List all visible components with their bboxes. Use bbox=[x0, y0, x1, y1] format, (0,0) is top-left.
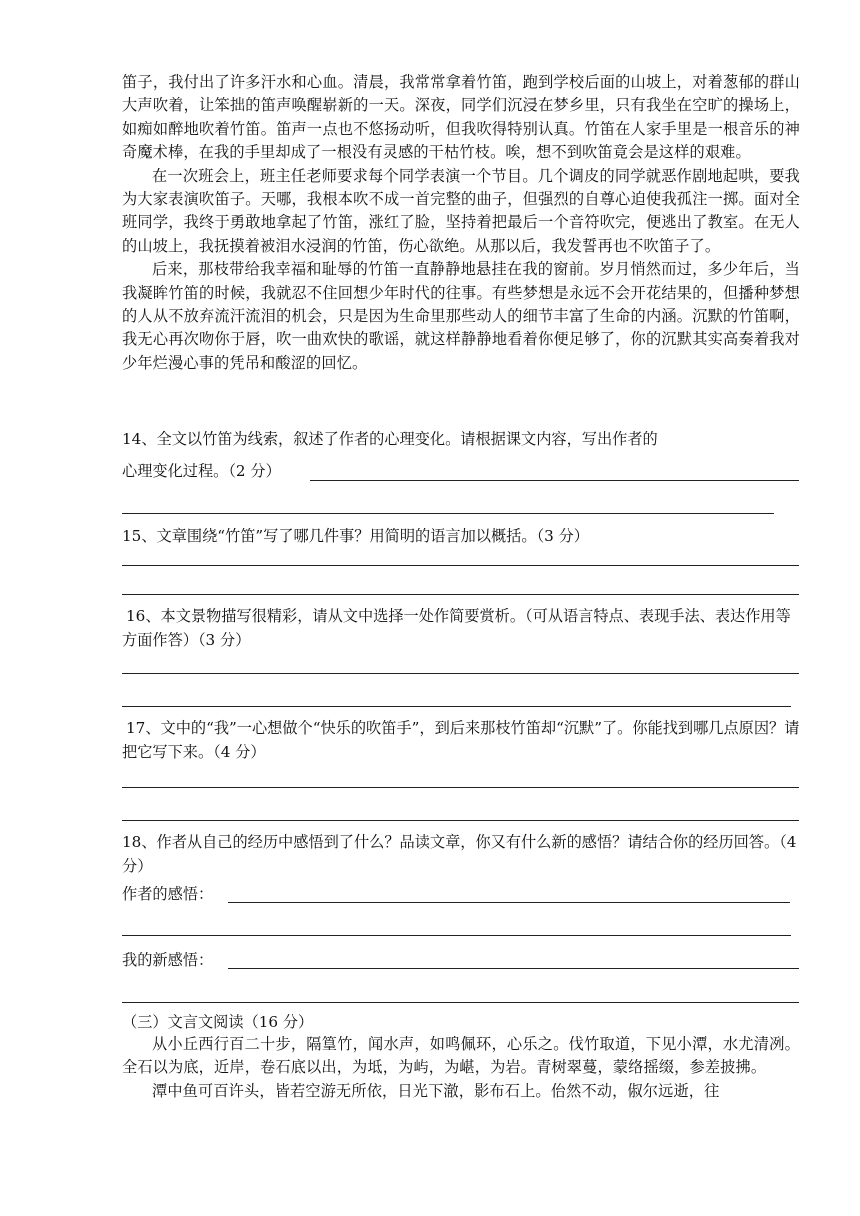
question-16: 16、本文景物描写很精彩，请从文中选择一处作简要赏析。（可从语言特点、表现手法、表达作用等方面作答）（3 分） bbox=[122, 607, 791, 649]
answer-line-15a[interactable] bbox=[122, 565, 799, 566]
passage-paragraph-3: 后来，那枝带给我幸福和耻辱的竹笛一直静静地悬挂在我的窗前。岁月悄然而过，多少年后，当我凝眸竹笛的时候，我就忍不住回想少年时代的往事。有些梦想是永远不会开花结果的，但播种梦想的人从不放弃流汗流泪的机会，只是因为生命里那些动人的细节丰富了生命的内涵。沉默的竹笛啊，我无心再次吻你于唇，吹一曲欢快的歌谣，就这样静静地看着你便足够了，你的沉默其实高奏着我对少年烂漫心事的凭吊和酸涩的回忆。 bbox=[122, 260, 800, 372]
answer-line-16b[interactable] bbox=[122, 706, 791, 707]
answer-line-17b[interactable] bbox=[122, 820, 799, 821]
answer-line-16a[interactable] bbox=[122, 673, 799, 674]
answer-line-15b[interactable] bbox=[122, 594, 799, 595]
section-3-heading: （三）文言文阅读（16 分） bbox=[122, 1013, 314, 1031]
classical-paragraph-1: 从小丘西行百二十步，隔篁竹，闻水声，如鸣佩环，心乐之。伐竹取道，下见小潭，水尤清冽。全石以为底，近岸，卷石底以出，为坻，为屿，为嵁，为岩。青树翠蔓，蒙络摇缀，参差披拂。 bbox=[122, 1035, 800, 1077]
question-14-line1: 14、全文以竹笛为线索，叙述了作者的心理变化。请根据课文内容，写出作者的 bbox=[122, 430, 658, 448]
question-15: 15、文章围绕“竹笛”写了哪几件事？用简明的语言加以概括。（3 分） bbox=[122, 527, 589, 545]
classical-paragraph-2: 潭中鱼可百许头，皆若空游无所依，日光下澈，影布石上。佁然不动，俶尔远逝，往 bbox=[152, 1081, 720, 1100]
answer-line-18-mine[interactable] bbox=[228, 968, 799, 969]
passage-paragraph-2: 在一次班会上，班主任老师要求每个同学表演一个节目。几个调皮的同学就恶作剧地起哄，要我为大家表演吹笛子。天哪，我根本吹不成一首完整的曲子，但强烈的自尊心迫使我孤注一掷。面对全班同学，我终于勇敢地拿起了竹笛，涨红了脸，坚持着把最后一个音符吹完，便逃出了教室。在无人的山坡上，我抚摸着被泪水浸润的竹笛，伤心欲绝。从那以后，我发誓再也不吹笛子了。 bbox=[122, 166, 800, 255]
passage-paragraph-1: 笛子，我付出了许多汗水和心血。清晨，我常常拿着竹笛，跑到学校后面的山坡上，对着葱郁的群山大声吹着，让笨拙的笛声唤醒崭新的一天。深夜，同学们沉浸在梦乡里，只有我坐在空旷的操场上，如痴如醉地吹着竹笛。笛声一点也不悠扬动听，但我吹得特别认真。竹笛在人家手里是一根音乐的神奇魔术棒，在我的手里却成了一根没有灵感的干枯竹枝。唉，想不到吹笛竟会是这样的艰难。 bbox=[122, 73, 800, 162]
answer-line-17a[interactable] bbox=[122, 787, 799, 788]
classical-reading-section bbox=[122, 1012, 800, 1103]
answer-line-14b[interactable] bbox=[122, 513, 774, 514]
reading-passage bbox=[122, 71, 800, 375]
answer-line-14a[interactable] bbox=[310, 480, 799, 481]
my-insight-label: 我的新感悟： bbox=[122, 951, 214, 969]
answer-line-18-author-2[interactable] bbox=[122, 935, 791, 936]
question-14-line2: 心理变化过程。（2 分） bbox=[122, 462, 281, 480]
question-17: 17、文中的“我”一心想做个“快乐的吹笛手”，到后来那枝竹笛却“沉默”了。你能找到哪几点原因？请把它写下来。（4 分） bbox=[122, 719, 800, 761]
author-insight-label: 作者的感悟： bbox=[122, 885, 214, 903]
answer-line-18-author[interactable] bbox=[228, 902, 790, 903]
answer-line-18-mine-2[interactable] bbox=[122, 1002, 799, 1003]
question-18: 18、作者从自己的经历中感悟到了什么？品读文章，你又有什么新的感悟？请结合你的经历回答。（4 分） bbox=[122, 833, 797, 875]
